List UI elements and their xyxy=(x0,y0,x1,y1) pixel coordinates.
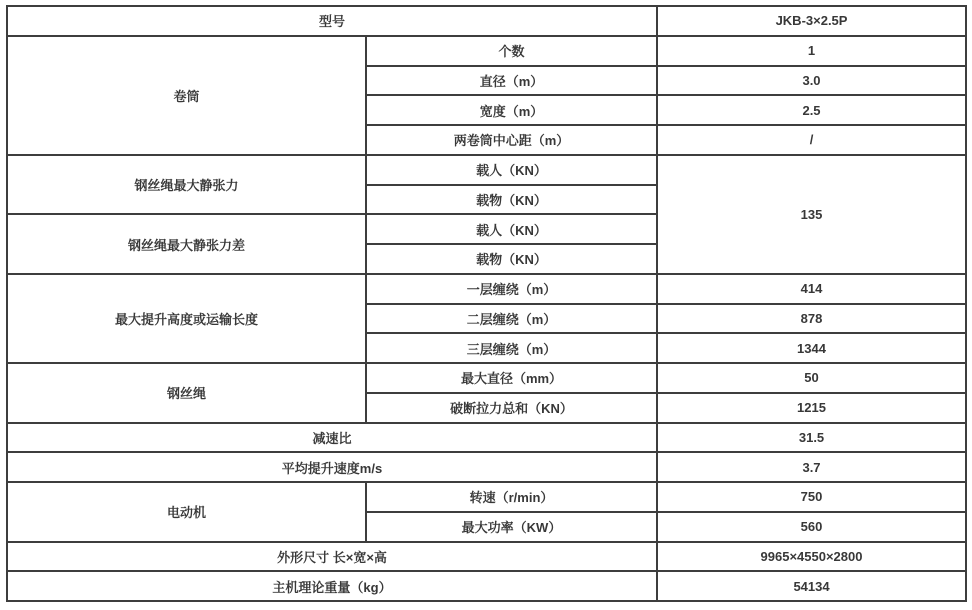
main-unit-weight-label: 主机理论重量（kg） xyxy=(7,571,657,601)
drum-width-label: 宽度（m） xyxy=(366,95,657,125)
tension-material-label: 载物（KN） xyxy=(366,185,657,215)
table-row xyxy=(7,6,966,36)
reduction-ratio-value: 31.5 xyxy=(657,423,966,453)
winding-layer1-label: 一层缠绕（m） xyxy=(366,274,657,304)
winding-layer2-value: 878 xyxy=(657,304,966,334)
winding-layer3-label: 三层缠绕（m） xyxy=(366,333,657,363)
model-value: JKB-3×2.5P xyxy=(657,6,966,36)
drum-width-value: 2.5 xyxy=(657,95,966,125)
tension-manned-label: 载人（KN） xyxy=(366,155,657,185)
tension-diff-manned-label: 载人（KN） xyxy=(366,214,657,244)
rope-max-diameter-label: 最大直径（mm） xyxy=(366,363,657,393)
motor-max-power-label: 最大功率（KW） xyxy=(366,512,657,542)
table-row xyxy=(7,452,966,482)
spec-table-body xyxy=(7,6,966,601)
tension-diff-material-label: 载物（KN） xyxy=(366,244,657,274)
table-row xyxy=(7,274,966,304)
overall-dimensions-value: 9965×4550×2800 xyxy=(657,542,966,572)
rope-breaking-force-label: 破断拉力总和（KN） xyxy=(366,393,657,423)
max-static-tension-diff-group-label: 钢丝绳最大静张力差 xyxy=(7,214,366,274)
table-row xyxy=(7,423,966,453)
tension-shared-value: 135 xyxy=(657,155,966,274)
table-row xyxy=(7,542,966,572)
wire-rope-group-label: 钢丝绳 xyxy=(7,363,366,423)
drum-center-distance-value: / xyxy=(657,125,966,155)
drum-group-label: 卷筒 xyxy=(7,36,366,155)
table-row xyxy=(7,482,966,512)
table-row xyxy=(7,363,966,393)
drum-diameter-value: 3.0 xyxy=(657,66,966,96)
model-label: 型号 xyxy=(7,6,657,36)
rope-max-diameter-value: 50 xyxy=(657,363,966,393)
rope-breaking-force-value: 1215 xyxy=(657,393,966,423)
drum-count-label: 个数 xyxy=(366,36,657,66)
overall-dimensions-label: 外形尺寸 长×宽×高 xyxy=(7,542,657,572)
winding-layer2-label: 二层缠绕（m） xyxy=(366,304,657,334)
motor-speed-label: 转速（r/min） xyxy=(366,482,657,512)
table-row xyxy=(7,571,966,601)
drum-center-distance-label: 两卷筒中心距（m） xyxy=(366,125,657,155)
winding-layer1-value: 414 xyxy=(657,274,966,304)
table-row xyxy=(7,36,966,66)
drum-count-value: 1 xyxy=(657,36,966,66)
max-lift-height-group-label: 最大提升高度或运输长度 xyxy=(7,274,366,363)
winding-layer3-value: 1344 xyxy=(657,333,966,363)
specification-table xyxy=(6,5,967,602)
avg-lift-speed-value: 3.7 xyxy=(657,452,966,482)
max-static-tension-group-label: 钢丝绳最大静张力 xyxy=(7,155,366,215)
drum-diameter-label: 直径（m） xyxy=(366,66,657,96)
motor-max-power-value: 560 xyxy=(657,512,966,542)
main-unit-weight-value: 54134 xyxy=(657,571,966,601)
motor-group-label: 电动机 xyxy=(7,482,366,542)
table-row xyxy=(7,155,966,185)
reduction-ratio-label: 减速比 xyxy=(7,423,657,453)
avg-lift-speed-label: 平均提升速度m/s xyxy=(7,452,657,482)
motor-speed-value: 750 xyxy=(657,482,966,512)
